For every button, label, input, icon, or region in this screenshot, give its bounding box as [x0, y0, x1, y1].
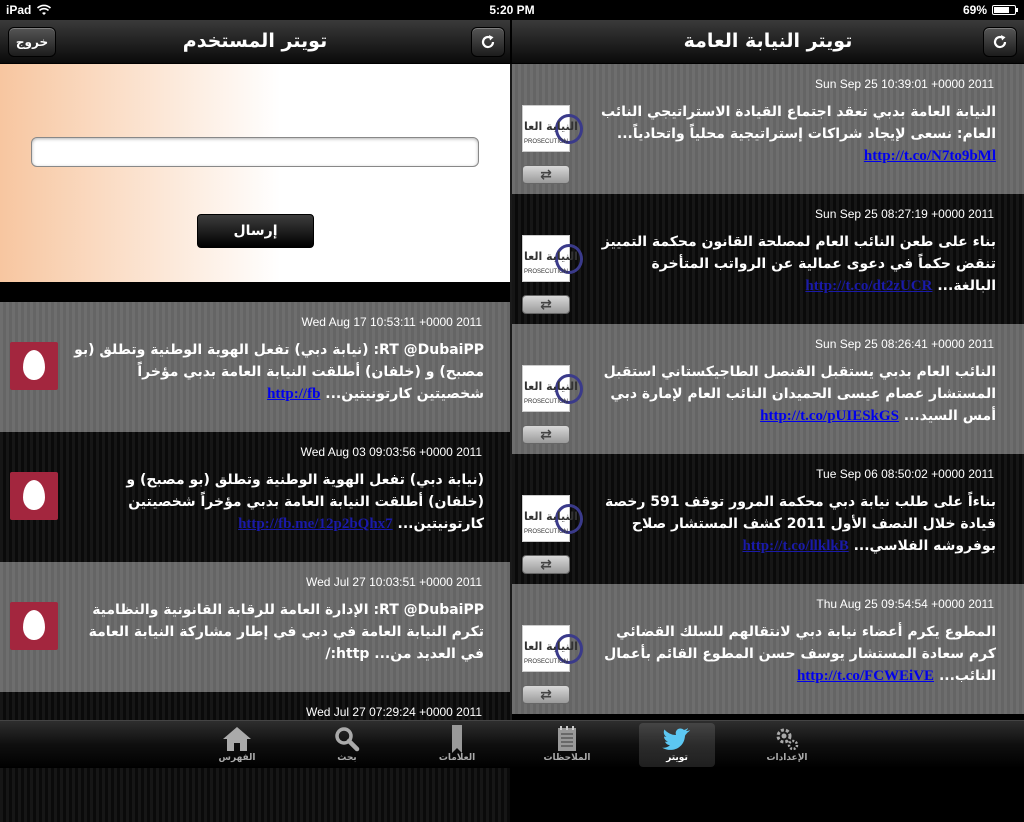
tab-settings[interactable] — [749, 723, 825, 767]
tab-label: الإعدادات — [766, 753, 808, 763]
notepad-icon — [552, 726, 582, 752]
status-time: 5:20 PM — [489, 3, 535, 17]
prosecution-logo-avatar — [522, 625, 578, 672]
tweet-body — [68, 469, 484, 535]
tweet-row[interactable] — [512, 454, 1024, 584]
tweet-row[interactable] — [0, 562, 510, 692]
tweet-date: Sun Sep 25 08:27:19 +0000 2011 — [815, 207, 994, 221]
logo-arabic-text: النيابة العا — [524, 250, 578, 263]
retweet-icon: ⇄ — [540, 296, 552, 313]
prosecution-logo-avatar — [522, 365, 578, 412]
tweet-row[interactable] — [0, 302, 510, 432]
tab-bookmarks[interactable] — [419, 723, 495, 767]
tweet-body — [592, 621, 996, 687]
left-refresh-button[interactable] — [471, 27, 505, 57]
logo-arabic-text: النيابة العا — [524, 380, 578, 393]
logo-english-text: PROSECUTION — [524, 529, 569, 535]
tab-twitter[interactable] — [639, 723, 715, 767]
tweet-input[interactable] — [31, 137, 479, 167]
prosecution-twitter-panel — [512, 64, 1024, 720]
tweet-text: RT @DubaiPP: الإدارة العامة للرقابة القانونية والنظامية تكرم النيابة العامة في دبي في إطار مشاركة النيابة العامة في العديد من... http:/ — [88, 602, 484, 662]
prosecution-logo-avatar — [522, 235, 578, 282]
status-bar — [0, 0, 1024, 20]
tab-label: الملاحظات — [543, 753, 591, 763]
tweet-body — [592, 361, 996, 427]
tweet-body — [592, 231, 996, 297]
egg-avatar-icon — [10, 472, 58, 520]
retweet-button[interactable] — [522, 165, 570, 184]
tweet-date: Thu Aug 25 09:54:54 +0000 2011 — [816, 597, 994, 611]
battery-icon — [992, 5, 1016, 15]
retweet-button[interactable] — [522, 555, 570, 574]
tweet-row[interactable] — [512, 324, 1024, 454]
refresh-icon — [480, 34, 496, 50]
tweet-text: المطوع يكرم أعضاء نيابة دبي لانتقالهم للسلك القضائي كرم سعادة المستشار يوسف حسن المطوع القائم بأعمال النائب... — [604, 624, 996, 684]
tab-notes[interactable] — [529, 723, 605, 767]
tweet-row[interactable] — [512, 64, 1024, 194]
retweet-icon: ⇄ — [540, 426, 552, 443]
tweet-row[interactable] — [0, 432, 510, 562]
tweet-text: بناء على طعن النائب العام لمصلحة القانون محكمة التمييز تنقض حكماً في دعوى عمالية عن الرواتب المتأخرة البالغة... — [601, 234, 996, 294]
tab-index[interactable] — [199, 723, 275, 767]
tweet-link[interactable]: http://t.co/N7to9bMl — [863, 148, 996, 164]
device-label: iPad — [6, 3, 32, 17]
retweet-button[interactable] — [522, 425, 570, 444]
left-navbar — [0, 20, 510, 64]
logo-english-text: PROSECUTION — [524, 399, 569, 405]
egg-avatar-icon — [10, 602, 58, 650]
right-navbar — [512, 20, 1024, 64]
tweet-date: Wed Aug 17 10:53:11 +0000 2011 — [301, 315, 482, 329]
prosecution-logo-avatar — [522, 495, 578, 542]
logo-english-text: PROSECUTION — [524, 139, 569, 145]
tweet-text: النيابة العامة بدبي تعقد اجتماع القيادة الاستراتيجي النائب العام: نسعى لإيجاد شراكات إستراتيجية محلياً واتحادياً... — [601, 104, 996, 142]
tweet-body — [592, 491, 996, 557]
tweet-link[interactable]: http://fb — [267, 386, 321, 402]
tweet-text: النائب العام بدبي يستقبل القنصل الطاجيكستاني استقبل المستشار عصام عيسى الحميدان النائب العام لإمارة دبي أمس السيد... — [603, 364, 996, 424]
retweet-icon: ⇄ — [540, 556, 552, 573]
retweet-button[interactable] — [522, 295, 570, 314]
tweet-text: RT @DubaiPP: (نيابة دبي) تفعل الهوية الوطنية وتطلق (بو مصبح) و (خلفان) أطلقت النيابة العامة بدبي مؤخراً شخصيتين كارتونيتين... — [74, 342, 484, 402]
send-button[interactable]: إرسال — [197, 214, 314, 248]
tab-label: الفهرس — [218, 753, 256, 763]
tweet-link[interactable]: http://t.co/dt2zUCR — [805, 278, 933, 294]
tweet-link[interactable]: http://t.co/FCWEiVE — [796, 668, 935, 684]
logo-arabic-text: النيابة العا — [524, 640, 578, 653]
tweet-text: بناءاً على طلب نيابة دبي محكمة المرور توقف 591 رخصة قيادة خلال النصف الأول 2011 كشف المستشار صلاح بوفروشه الفلاسي... — [604, 494, 996, 554]
tab-label: تويتر — [666, 753, 688, 763]
tweet-body — [68, 339, 484, 405]
logo-english-text: PROSECUTION — [524, 659, 569, 665]
search-icon — [332, 726, 362, 752]
tab-label: بحث — [337, 753, 357, 763]
logo-english-text: PROSECUTION — [524, 269, 569, 275]
tweet-date: Wed Aug 03 09:03:56 +0000 2011 — [300, 445, 482, 459]
refresh-icon — [992, 34, 1008, 50]
retweet-icon: ⇄ — [540, 166, 552, 183]
compose-area — [0, 64, 510, 282]
bookmark-icon — [442, 726, 472, 752]
tweet-date: Sun Sep 25 10:39:01 +0000 2011 — [815, 77, 994, 91]
tweet-date: Wed Jul 27 10:03:51 +0000 2011 — [305, 575, 482, 589]
tweet-body — [592, 101, 996, 167]
tweet-date: Wed Jul 27 07:29:24 +0000 2011 — [305, 705, 482, 719]
left-panel-title: تويتر المستخدم — [182, 30, 328, 52]
retweet-icon: ⇄ — [540, 686, 552, 703]
logout-button[interactable]: خروج — [8, 27, 56, 57]
right-panel-title: تويتر النيابة العامة — [683, 30, 853, 52]
battery-percent: 69% — [962, 3, 987, 17]
tweet-link[interactable]: http://fb.me/12p2bQhx7 — [238, 516, 393, 532]
tweet-row[interactable] — [512, 584, 1024, 714]
tweet-link[interactable]: http://t.co/pUIESkGS — [760, 408, 899, 424]
battery-fill — [994, 7, 1009, 13]
logo-arabic-text: النيابة العا — [524, 120, 578, 133]
tweet-date: Tue Sep 06 08:50:02 +0000 2011 — [816, 467, 994, 481]
tab-search[interactable] — [309, 723, 385, 767]
logo-arabic-text: النيابة العا — [524, 510, 578, 523]
tweet-date: Sun Sep 25 08:26:41 +0000 2011 — [815, 337, 994, 351]
tweet-link[interactable]: http://t.co/llklkB — [742, 538, 849, 554]
user-twitter-panel — [0, 64, 510, 720]
twitter-bird-icon — [662, 726, 692, 752]
tab-label: العلامات — [438, 753, 476, 763]
prosecution-logo-avatar — [522, 105, 578, 152]
home-icon — [222, 726, 252, 752]
status-right — [963, 3, 1016, 17]
tweet-text: (نيابة دبي) تفعل الهوية الوطنية وتطلق (بو مصبح) و (خلفان) أطلقت النيابة العامة بدبي مؤخراً شخصيتين كارتونيتين... — [126, 472, 484, 532]
tweet-body — [68, 599, 484, 665]
egg-avatar-icon — [10, 342, 58, 390]
right-refresh-button[interactable] — [983, 27, 1017, 57]
retweet-button[interactable] — [522, 685, 570, 704]
tab-bar — [0, 720, 1024, 768]
gear-icon — [772, 726, 802, 752]
tweet-row[interactable] — [512, 194, 1024, 324]
